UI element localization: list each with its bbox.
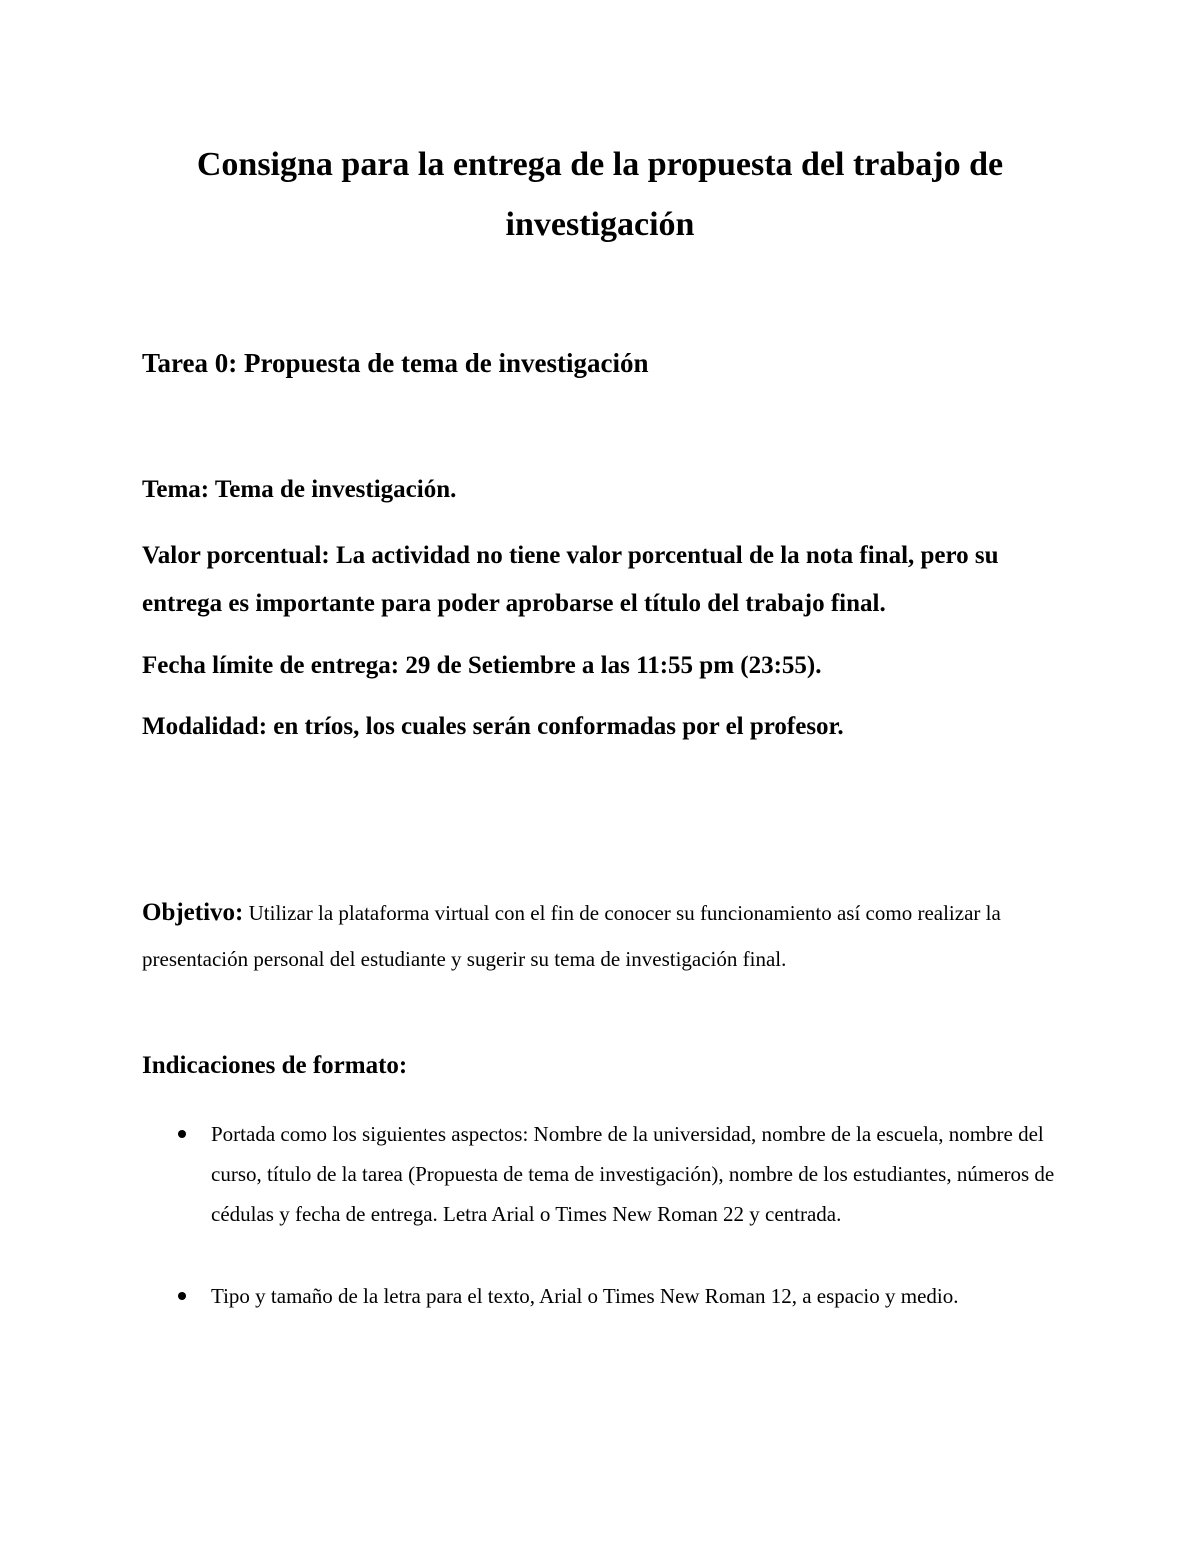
tema-line: Tema: Tema de investigación. <box>142 476 457 503</box>
format-list <box>142 1114 1072 1316</box>
bullet-icon <box>178 1292 186 1300</box>
objetivo-label: Objetivo: <box>142 899 244 926</box>
objetivo-text: Utilizar la plataforma virtual con el fin de conocer su funcionamiento así como realizar la presentación personal del estudiante y sugerir su tema de investigación final. <box>142 901 1001 971</box>
valor-porcentual-paragraph: Valor porcentual: La actividad no tiene valor porcentual de la nota final, pero su entrega es importante para poder aprobarse el título del trabajo final. <box>142 542 999 617</box>
modalidad-line: Modalidad: en tríos, los cuales serán conformadas por el profesor. <box>142 713 844 740</box>
list-item <box>142 1276 1072 1316</box>
list-item-text: Portada como los siguientes aspectos: Nombre de la universidad, nombre de la escuela, nombre del curso, título de la tarea (Propuesta de tema de investigación), nombre de los estudiantes, números de cédulas y fecha de entrega. Letra Arial o Times New Roman 22 y centrada. <box>211 1122 1055 1226</box>
format-heading: Indicaciones de formato: <box>142 1052 408 1079</box>
list-item <box>142 1114 1072 1234</box>
bullet-icon <box>178 1130 186 1138</box>
list-item-text: Tipo y tamaño de la letra para el texto, Arial o Times New Roman 12, a espacio y medio. <box>211 1284 959 1308</box>
fecha-limite-line: Fecha límite de entrega: 29 de Setiembre a las 11:55 pm (23:55). <box>142 652 822 679</box>
objetivo-paragraph <box>142 890 1072 982</box>
task-heading: Tarea 0: Propuesta de tema de investigación <box>142 348 649 378</box>
document-title: Consigna para la entrega de la propuesta del trabajo de investigación <box>196 146 1004 243</box>
